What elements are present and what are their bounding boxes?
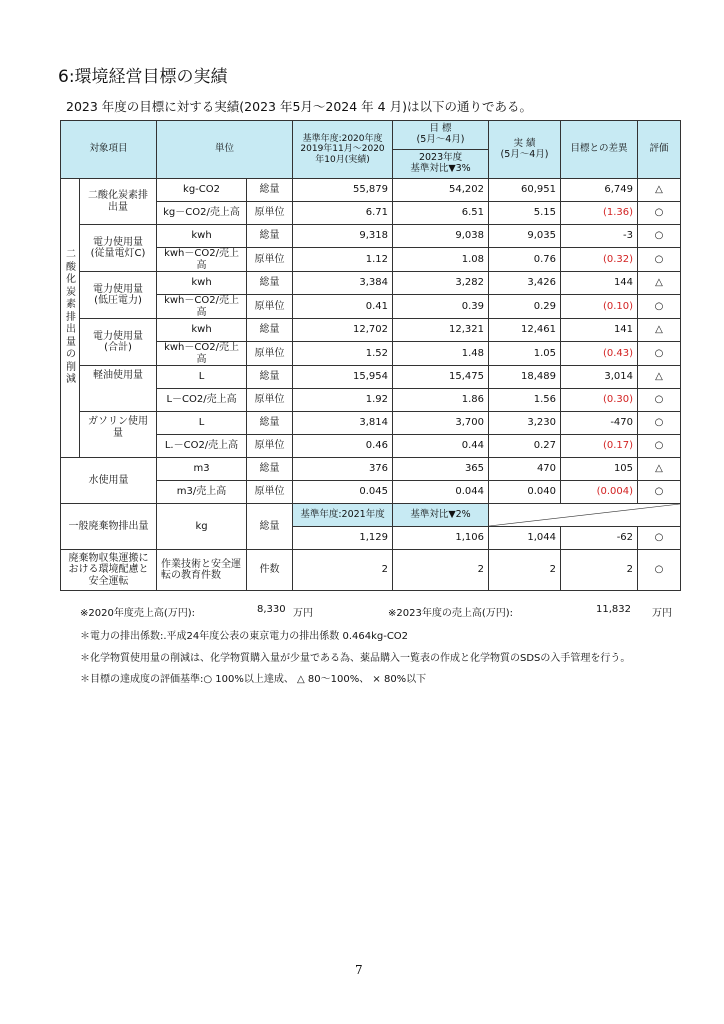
sales-2020-label: ※2020年度売上高(万円): (80, 608, 195, 619)
row-base: 0.045 (293, 481, 393, 504)
row-diff: (0.30) (561, 389, 638, 412)
results-table (60, 120, 681, 591)
table-row (61, 366, 681, 389)
row-base: 0.41 (293, 295, 393, 319)
row-actual: 1.05 (489, 342, 561, 366)
row-type: 総量 (247, 366, 293, 389)
row-target: 9,038 (393, 225, 489, 248)
row-base: 3,814 (293, 412, 393, 435)
header-target-sub-line2: 基準対比▼3% (410, 163, 471, 174)
note-chemicals: ＊化学物質使用量の削減は、化学物質購入量が少量である為、薬品購入一覧表の作成と化学物質のSDSの入手管理を行う。 (80, 653, 631, 664)
row-target: 3,282 (393, 272, 489, 295)
row-actual: 5.15 (489, 202, 561, 225)
waste-eval: ○ (638, 527, 681, 550)
row-target: 0.044 (393, 481, 489, 504)
water-group-label: 水使用量 (61, 458, 157, 504)
row-actual: 0.27 (489, 435, 561, 458)
row-actual: 0.29 (489, 295, 561, 319)
header-eval: 評価 (638, 121, 681, 179)
row-base: 15,954 (293, 366, 393, 389)
row-type: 原単位 (247, 342, 293, 366)
note-emission-factor: ＊電力の排出係数:.平成24年度公表の東京電力の排出係数 0.464kg-CO2 (80, 631, 409, 642)
row-target: 15,475 (393, 366, 489, 389)
table-row (61, 550, 681, 591)
row-group-label: 二酸化炭素排出量 (80, 179, 157, 225)
row-unit: L.－CO2/売上高 (157, 435, 247, 458)
sales-2020-unit: 万円 (293, 608, 313, 619)
row-diff: (0.32) (561, 248, 638, 272)
row-base: 1.92 (293, 389, 393, 412)
header-target-line1: 目 標 (429, 123, 452, 135)
header-row-1 (61, 121, 681, 150)
sales-2023-value: 11,832 (596, 604, 631, 615)
row-unit: kg－CO2/売上高 (157, 202, 247, 225)
header-base-line3: 年10月(実績) (315, 154, 370, 165)
row-unit: m3 (157, 458, 247, 481)
row-unit: kg-CO2 (157, 179, 247, 202)
row-diff: -3 (561, 225, 638, 248)
row-group-label: 軽油使用量 (80, 366, 157, 412)
row-target: 1.08 (393, 248, 489, 272)
waste-group-label: 一般廃棄物排出量 (61, 504, 157, 550)
row-unit: L (157, 366, 247, 389)
row-group-label: 電力使用量 (従量電灯C) (80, 225, 157, 272)
table-row (61, 179, 681, 202)
row-type: 原単位 (247, 481, 293, 504)
row-target: 3,700 (393, 412, 489, 435)
sales-2023-unit: 万円 (652, 608, 672, 619)
row-unit: kwh (157, 272, 247, 295)
row-diff: 144 (561, 272, 638, 295)
waste-unit: kg (157, 504, 247, 550)
row-target: 365 (393, 458, 489, 481)
page-title: 6:環境経営目標の実績 (58, 67, 228, 87)
note-evaluation-criteria: ＊目標の達成度の評価基準:○ 100%以上達成、 △ 80～100%、 × 80%以下 (80, 674, 427, 685)
row-eval: △ (638, 272, 681, 295)
waste-type: 総量 (247, 504, 293, 550)
row-type: 原単位 (247, 295, 293, 319)
table-row (61, 412, 681, 435)
row-base: 1.12 (293, 248, 393, 272)
row-actual: 3,230 (489, 412, 561, 435)
page-subtitle: 2023 年度の目標に対する実績(2023 年5月～2024 年 4 月)は以下の通りである。 (66, 99, 532, 114)
table-row (61, 272, 681, 295)
row-eval: ○ (638, 342, 681, 366)
row-type: 総量 (247, 458, 293, 481)
header-target-sub-line1: 2023年度 (418, 152, 463, 164)
row-unit: L (157, 412, 247, 435)
waste-target-header: 基準対比▼2% (393, 504, 489, 527)
row-unit: kwh (157, 225, 247, 248)
row-actual: 9,035 (489, 225, 561, 248)
waste-base: 1,129 (293, 527, 393, 550)
row-group-label: 電力使用量 (合計) (80, 319, 157, 366)
sales-2020-value: 8,330 (257, 604, 286, 615)
row-base: 376 (293, 458, 393, 481)
row-unit: kwh－CO2/売上高 (157, 342, 247, 366)
row-diff: (0.43) (561, 342, 638, 366)
transport-actual: 2 (489, 550, 561, 591)
row-base: 6.71 (293, 202, 393, 225)
row-eval: △ (638, 179, 681, 202)
row-diff: (1.36) (561, 202, 638, 225)
diagonal-line (489, 504, 680, 526)
row-base: 1.52 (293, 342, 393, 366)
row-target: 12,321 (393, 319, 489, 342)
row-unit: kwh (157, 319, 247, 342)
row-eval: ○ (638, 202, 681, 225)
row-actual: 0.76 (489, 248, 561, 272)
row-eval: △ (638, 319, 681, 342)
waste-base-header: 基準年度:2021年度 (293, 504, 393, 527)
row-target: 0.39 (393, 295, 489, 319)
row-type: 総量 (247, 272, 293, 295)
row-group-label: 電力使用量 (低圧電力) (80, 272, 157, 319)
table-row (61, 225, 681, 248)
transport-diff: 2 (561, 550, 638, 591)
header-target-line2: (5月～4月) (416, 134, 465, 145)
row-base: 3,384 (293, 272, 393, 295)
row-base: 12,702 (293, 319, 393, 342)
row-type: 総量 (247, 319, 293, 342)
row-unit: L－CO2/売上高 (157, 389, 247, 412)
page-number: 7 (355, 963, 363, 977)
row-type: 原単位 (247, 248, 293, 272)
row-type: 原単位 (247, 435, 293, 458)
row-type: 総量 (247, 179, 293, 202)
transport-type: 件数 (247, 550, 293, 591)
row-actual: 3,426 (489, 272, 561, 295)
row-diff: (0.004) (561, 481, 638, 504)
row-actual: 0.040 (489, 481, 561, 504)
row-eval: ○ (638, 412, 681, 435)
row-diff: 3,014 (561, 366, 638, 389)
row-diff: -470 (561, 412, 638, 435)
waste-diff: -62 (561, 527, 638, 550)
row-eval: ○ (638, 435, 681, 458)
row-diff: 105 (561, 458, 638, 481)
header-target-sub (393, 150, 489, 179)
row-actual: 18,489 (489, 366, 561, 389)
row-unit: m3/売上高 (157, 481, 247, 504)
row-actual: 12,461 (489, 319, 561, 342)
row-type: 原単位 (247, 202, 293, 225)
row-target: 54,202 (393, 179, 489, 202)
row-group-label: ガソリン使用量 (80, 412, 157, 458)
row-eval: ○ (638, 389, 681, 412)
row-base: 0.46 (293, 435, 393, 458)
row-diff: (0.10) (561, 295, 638, 319)
transport-base: 2 (293, 550, 393, 591)
row-diff: (0.17) (561, 435, 638, 458)
header-actual-line1: 実 績 (513, 137, 536, 149)
header-actual (489, 121, 561, 179)
header-base-line2: 2019年11月～2020 (300, 144, 385, 155)
row-actual: 1.56 (489, 389, 561, 412)
row-eval: ○ (638, 295, 681, 319)
co2-section-label: 二酸化炭素排出量の削減 (61, 179, 80, 458)
row-type: 総量 (247, 225, 293, 248)
row-target: 1.48 (393, 342, 489, 366)
row-target: 6.51 (393, 202, 489, 225)
transport-target: 2 (393, 550, 489, 591)
row-base: 55,879 (293, 179, 393, 202)
row-type: 原単位 (247, 389, 293, 412)
waste-actual: 1,044 (489, 527, 561, 550)
waste-diagonal-cell (489, 504, 681, 527)
table-row (61, 504, 681, 527)
table-row (61, 319, 681, 342)
header-diff: 目標との差異 (561, 121, 638, 179)
transport-unit: 作業技術と安全運転の教育件数 (157, 550, 247, 591)
header-actual-line2: (5月～4月) (500, 148, 549, 160)
sales-2023-label: ※2023年度の売上高(万円): (388, 608, 513, 619)
header-base-line1: 基準年度:2020年度 (302, 133, 383, 144)
transport-eval: ○ (638, 550, 681, 591)
header-item: 対象項目 (61, 121, 157, 179)
row-unit: kwh－CO2/売上高 (157, 295, 247, 319)
row-diff: 141 (561, 319, 638, 342)
row-eval: ○ (638, 225, 681, 248)
header-unit: 単位 (157, 121, 293, 179)
row-eval: ○ (638, 248, 681, 272)
row-base: 9,318 (293, 225, 393, 248)
row-type: 総量 (247, 412, 293, 435)
header-base (293, 121, 393, 179)
transport-label: 廃棄物収集運搬における環境配慮と安全運転 (61, 550, 157, 591)
table-row (61, 458, 681, 481)
row-target: 0.44 (393, 435, 489, 458)
row-eval: △ (638, 366, 681, 389)
row-eval: ○ (638, 481, 681, 504)
row-eval: △ (638, 458, 681, 481)
row-target: 1.86 (393, 389, 489, 412)
header-target (393, 121, 489, 150)
waste-target: 1,106 (393, 527, 489, 550)
row-actual: 60,951 (489, 179, 561, 202)
row-unit: kwh－CO2/売上高 (157, 248, 247, 272)
row-diff: 6,749 (561, 179, 638, 202)
row-actual: 470 (489, 458, 561, 481)
